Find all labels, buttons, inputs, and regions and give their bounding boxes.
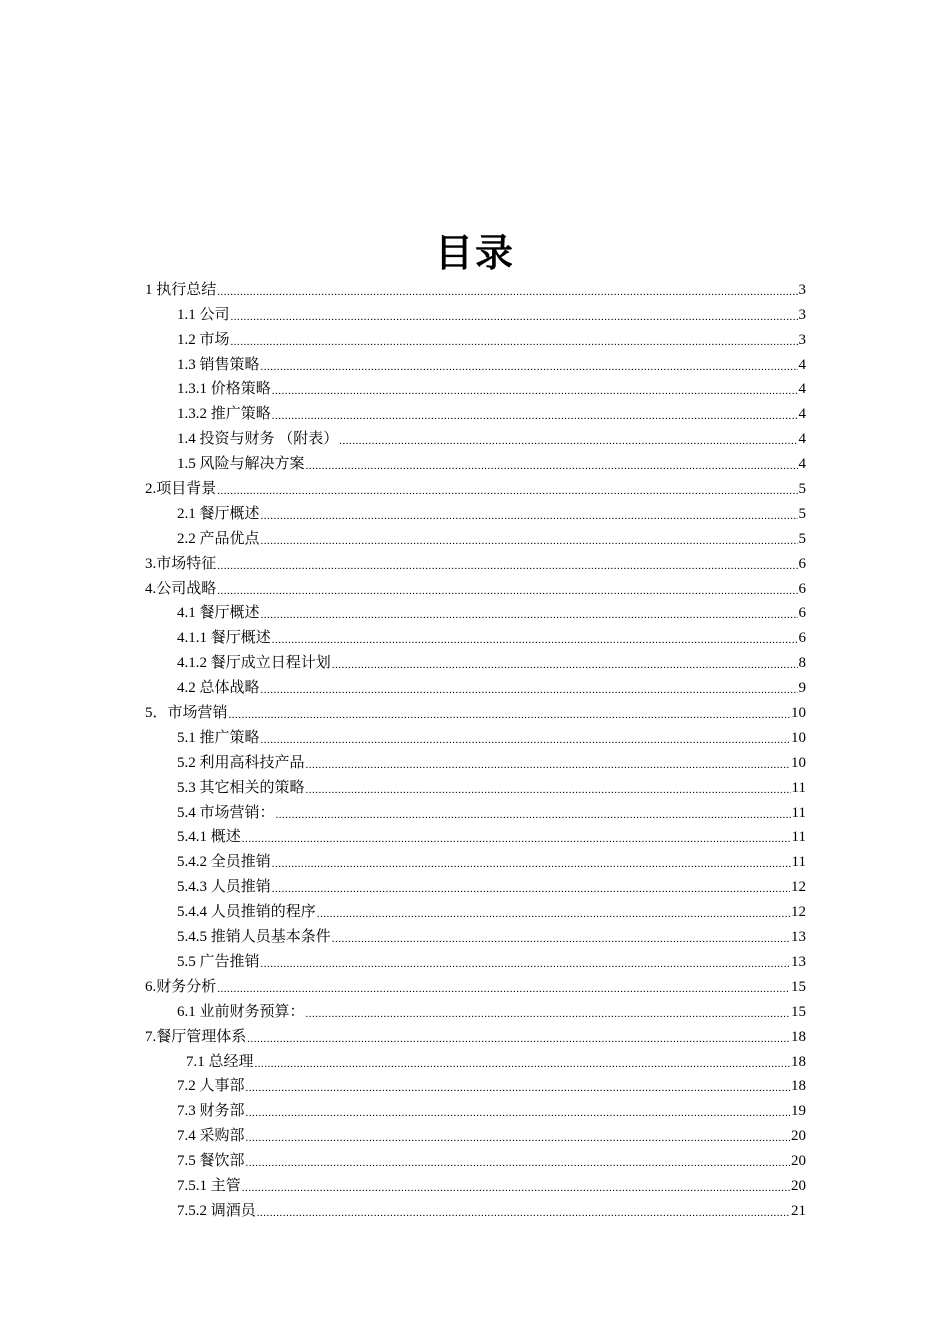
toc-entry[interactable] [0,998,950,1023]
toc-dot-leader [217,285,797,299]
toc-entry[interactable] [0,973,950,998]
toc-entry-page-number: 5 [798,481,806,498]
toc-dot-leader [261,534,798,548]
toc-entry-label: 1.4 投资与财务 （附表） [177,431,339,448]
toc-dot-leader [229,708,790,722]
toc-entry-label: 4.1.1 餐厅概述 [177,630,271,647]
toc-dot-leader [257,1206,790,1220]
toc-entry[interactable] [0,674,950,699]
toc-entry-label: 5.2 利用高科技产品 [177,754,305,771]
toc-entry-page-number: 4 [798,406,806,423]
toc-entry-page-number: 3 [798,306,806,323]
toc-dot-leader [261,608,798,622]
toc-dot-leader [272,882,790,896]
toc-dot-leader [231,335,798,349]
toc-dot-leader [217,982,790,996]
toc-entry-page-number: 6 [798,580,806,597]
toc-entry[interactable] [0,923,950,948]
toc-entry-label: 7.2 人事部 [177,1078,245,1095]
toc-entry-page-number: 9 [798,680,806,697]
toc-entry-label: 1 执行总结 [145,281,217,298]
toc-entry-page-number: 4 [798,381,806,398]
toc-entry[interactable] [0,1048,950,1073]
toc-entry-label: 1.5 风险与解决方案 [177,456,305,473]
toc-entry-label: 5.1 推广策略 [177,729,260,746]
toc-entry-label: 4.1.2 餐厅成立日程计划 [177,655,331,672]
toc-entry-label: 4.公司战略 [145,580,217,597]
toc-entry[interactable] [0,500,950,525]
toc-entry-label: 5.4 市场营销： [177,804,275,821]
toc-dot-leader [272,409,798,423]
toc-entry-label: 5.4.1 概述 [177,829,241,846]
toc-title: 目录 [434,231,515,275]
toc-entry[interactable] [0,1147,950,1172]
toc-entry[interactable] [0,525,950,550]
toc-entry-label: 3.市场特征 [145,555,217,572]
toc-entry[interactable] [0,649,950,674]
toc-entry-label: 2.2 产品优点 [177,530,260,547]
toc-dot-leader [247,1032,790,1046]
toc-entry-page-number: 18 [791,1078,806,1095]
toc-entry[interactable] [0,724,950,749]
toc-dot-leader [261,683,798,697]
toc-entry-label: 5．市场营销 [145,705,228,722]
toc-entry-label: 1.1 公司 [177,306,230,323]
toc-dot-leader [306,783,791,797]
toc-entry-page-number: 5 [798,530,806,547]
toc-dot-leader [242,1181,790,1195]
toc-entry-page-number: 10 [791,705,806,722]
toc-entry-page-number: 4 [798,356,806,373]
toc-dot-leader [261,509,798,523]
toc-entry-page-number: 8 [798,655,806,672]
toc-entry[interactable] [0,550,950,575]
toc-entry-label: 5.4.2 全员推销 [177,854,271,871]
toc-entry-page-number: 20 [791,1177,806,1194]
toc-entry[interactable] [0,799,950,824]
toc-dot-leader [246,1106,790,1120]
toc-entry-page-number: 4 [798,456,806,473]
toc-entry[interactable] [0,425,950,450]
toc-dot-leader [255,1057,790,1071]
toc-dot-leader [217,584,797,598]
toc-dot-leader [261,733,790,747]
toc-entry-label: 7.5 餐饮部 [177,1153,245,1170]
toc-entry-label: 1.3.2 推广策略 [177,406,271,423]
toc-entry-page-number: 6 [798,555,806,572]
toc-entry[interactable] [0,699,950,724]
toc-entry-label: 6.1 业前财务预算： [177,1003,305,1020]
toc-entry[interactable] [0,873,950,898]
toc-entry-label: 5.4.5 推销人员基本条件 [177,929,331,946]
toc-entry[interactable] [0,898,950,923]
toc-dot-leader [272,384,798,398]
toc-entry-label: 7.5.1 主管 [177,1177,241,1194]
toc-entry-page-number: 21 [791,1202,806,1219]
toc-entry-page-number: 3 [798,331,806,348]
toc-entry[interactable] [0,1097,950,1122]
toc-entry-page-number: 6 [798,605,806,622]
toc-entry-page-number: 20 [791,1128,806,1145]
toc-entry-label: 1.3 销售策略 [177,356,260,373]
toc-dot-leader [261,957,790,971]
toc-dot-leader [306,758,790,772]
toc-entry[interactable] [0,351,950,376]
toc-entry-page-number: 15 [791,1003,806,1020]
toc-entry[interactable] [0,475,950,500]
toc-entry-page-number: 10 [791,729,806,746]
toc-entry-label: 7.5.2 调酒员 [177,1202,256,1219]
toc-entry-page-number: 18 [791,1028,806,1045]
toc-entry-label: 1.3.1 价格策略 [177,381,271,398]
toc-dot-leader [317,907,790,921]
toc-entry-label: 5.4.3 人员推销 [177,879,271,896]
toc-entry-page-number: 15 [791,978,806,995]
toc-entry[interactable] [0,1073,950,1098]
toc-entry[interactable] [0,276,950,301]
toc-dot-leader [332,932,790,946]
toc-entry-page-number: 5 [798,505,806,522]
toc-entry-label: 6.财务分析 [145,978,217,995]
toc-entry-label: 2.1 餐厅概述 [177,505,260,522]
toc-dot-leader [246,1131,790,1145]
toc-entry-page-number: 11 [791,829,806,846]
toc-entry-label: 5.3 其它相关的策略 [177,779,305,796]
toc-entry-page-number: 19 [791,1103,806,1120]
toc-entry-label: 5.5 广告推销 [177,953,260,970]
toc-entry-page-number: 6 [798,630,806,647]
toc-entry-page-number: 13 [791,929,806,946]
toc-dot-leader [246,1081,790,1095]
toc-dot-leader [217,484,797,498]
toc-entry-label: 7.1 总经理 [186,1053,254,1070]
toc-entry-page-number: 12 [791,904,806,921]
toc-entry-label: 7.4 采购部 [177,1128,245,1145]
toc-entry[interactable] [0,376,950,401]
toc-entry-label: 1.2 市场 [177,331,230,348]
toc-entry-page-number: 4 [798,431,806,448]
toc-dot-leader [217,559,797,573]
toc-dot-leader [272,857,791,871]
toc-entry[interactable] [0,824,950,849]
toc-entry[interactable] [0,450,950,475]
toc-dot-leader [246,1156,790,1170]
toc-entry[interactable] [0,624,950,649]
toc-dot-leader [272,633,798,647]
toc-dot-leader [231,310,798,324]
toc-dot-leader [242,832,791,846]
toc-entry[interactable] [0,848,950,873]
toc-dot-leader [276,808,791,822]
toc-entry[interactable] [0,1023,950,1048]
toc-entry-page-number: 11 [791,779,806,796]
toc-entry-page-number: 3 [798,281,806,298]
toc-entry-page-number: 10 [791,754,806,771]
toc-entry[interactable] [0,600,950,625]
toc-entry[interactable] [0,1197,950,1222]
toc-entry-page-number: 20 [791,1153,806,1170]
toc-entry-label: 2.项目背景 [145,481,217,498]
toc-entry-label: 4.1 餐厅概述 [177,605,260,622]
toc-entry-label: 4.2 总体战略 [177,680,260,697]
toc-dot-leader [306,459,798,473]
toc-entry-page-number: 11 [791,854,806,871]
toc-entry-label: 7.3 财务部 [177,1103,245,1120]
toc-dot-leader [306,1007,790,1021]
toc-entry-page-number: 18 [791,1053,806,1070]
toc-list [0,276,950,1222]
toc-dot-leader [339,434,797,448]
toc-entry-label: 5.4.4 人员推销的程序 [177,904,316,921]
toc-entry[interactable] [0,301,950,326]
toc-entry[interactable] [0,774,950,799]
toc-dot-leader [261,360,798,374]
toc-entry-page-number: 11 [791,804,806,821]
toc-entry[interactable] [0,1172,950,1197]
toc-entry[interactable] [0,575,950,600]
toc-entry[interactable] [0,1122,950,1147]
toc-entry[interactable] [0,400,950,425]
toc-entry[interactable] [0,749,950,774]
toc-entry-page-number: 12 [791,879,806,896]
toc-dot-leader [332,658,798,672]
toc-entry[interactable] [0,326,950,351]
toc-entry[interactable] [0,948,950,973]
toc-entry-label: 7.餐厅管理体系 [145,1028,247,1045]
toc-entry-page-number: 13 [791,953,806,970]
